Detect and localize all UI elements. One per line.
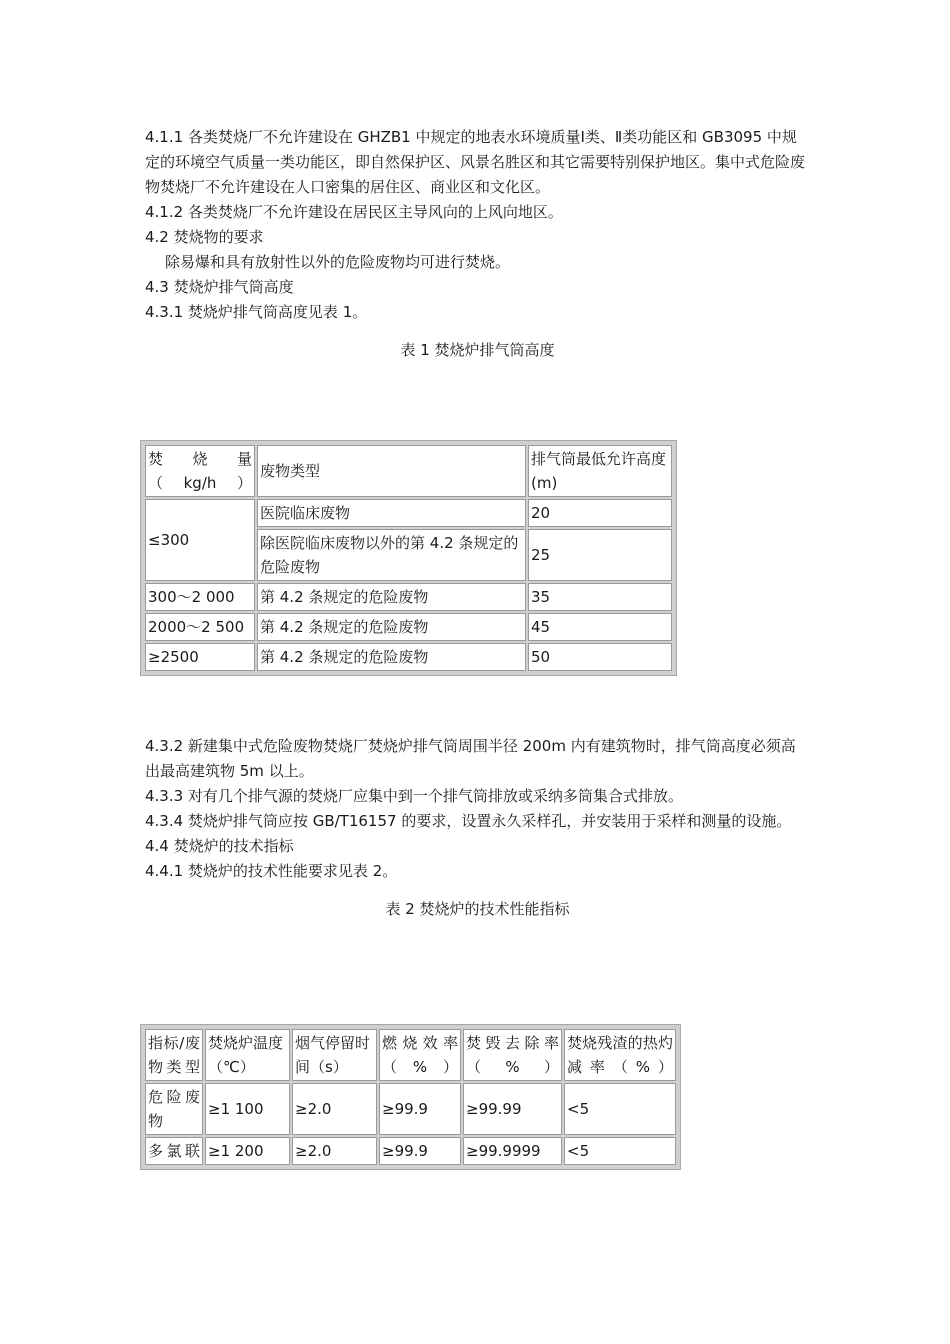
table-row: [145, 1083, 676, 1135]
table2-caption: 表 2 焚烧炉的技术性能指标: [385, 900, 570, 918]
table1-cell: 第 4.2 条规定的危险废物: [257, 643, 526, 671]
table1-cell: 第 4.2 条规定的危险废物: [257, 613, 526, 641]
table2-header-category: 指标/废物类型: [145, 1029, 203, 1081]
table2-header-combustion-efficiency: 燃烧效率（%）: [379, 1029, 461, 1081]
table1-cell: ≥2500: [145, 643, 255, 671]
table2-cell: ≥99.9: [379, 1083, 461, 1135]
table-row: [145, 1137, 676, 1165]
table2-cell: 危险废物: [145, 1083, 203, 1135]
paragraph-4-4-1: 4.4.1 焚烧炉的技术性能要求见表 2。: [145, 862, 398, 880]
table1-cell: 300～2 000: [145, 583, 255, 611]
section-top: [145, 125, 810, 363]
paragraph-4-3-1: 4.3.1 焚烧炉排气筒高度见表 1。: [145, 303, 368, 321]
table2-cell: ≥2.0: [292, 1137, 377, 1165]
table1-cell: 35: [528, 583, 672, 611]
table1-cell: 除医院临床废物以外的第 4.2 条规定的危险废物: [257, 529, 526, 581]
table-row: [145, 613, 672, 641]
table1: [140, 440, 677, 676]
table2-cell: <5: [564, 1137, 676, 1165]
table1-header-height: 排气筒最低允许高度(m): [528, 445, 672, 497]
heading-4-3: 4.3 焚烧炉排气筒高度: [145, 278, 294, 296]
table1-cell: 20: [528, 499, 672, 527]
table1-header-type: 废物类型: [257, 445, 526, 497]
heading-4-2: 4.2 焚烧物的要求: [145, 228, 264, 246]
table2-cell: ≥99.9999: [463, 1137, 562, 1165]
table-row: [145, 583, 672, 611]
table-row: [145, 643, 672, 671]
table2-header-temperature: 焚烧炉温度（℃）: [205, 1029, 290, 1081]
table2-cell: ≥1 100: [205, 1083, 290, 1135]
table2-cell: 多氯联: [145, 1137, 203, 1165]
table1-cell: ≤300: [145, 499, 255, 581]
table1-cell: 2000～2 500: [145, 613, 255, 641]
paragraph-4-3-3: 4.3.3 对有几个排气源的焚烧厂应集中到一个排气筒排放或采纳多筒集合式排放。: [145, 787, 683, 805]
table2-cell: ≥99.99: [463, 1083, 562, 1135]
table1-cell: 50: [528, 643, 672, 671]
section-mid: [145, 734, 810, 922]
heading-4-4: 4.4 焚烧炉的技术指标: [145, 837, 294, 855]
table2-header-destruction-rate: 焚毁去除率（%）: [463, 1029, 562, 1081]
table2-header-ignition-loss: 焚烧残渣的热灼减率（%）: [564, 1029, 676, 1081]
table1-cell: 25: [528, 529, 672, 581]
table1-cell: 45: [528, 613, 672, 641]
table1-header-row: [145, 445, 672, 497]
table1-header-amount: 焚 烧 量（kg/h）: [145, 445, 255, 497]
table1-cell: 医院临床废物: [257, 499, 526, 527]
table2-header-row: [145, 1029, 676, 1081]
paragraph-4-1-1: 4.1.1 各类焚烧厂不允许建设在 GHZB1 中规定的地表水环境质量Ⅰ类、Ⅱ类功能区和 GB3095 中规定的环境空气质量一类功能区，即自然保护区、风景名胜区和其它需要特别保护地区。集中式危险废物焚烧厂不允许建设在人口密集的居住区、商业区和文化区。: [145, 128, 806, 196]
paragraph-4-3-4: 4.3.4 焚烧炉排气筒应按 GB/T16157 的要求，设置永久采样孔，并安装用于采样和测量的设施。: [145, 812, 792, 830]
table1-caption: 表 1 焚烧炉排气筒高度: [400, 341, 555, 359]
paragraph-4-1-2: 4.1.2 各类焚烧厂不允许建设在居民区主导风向的上风向地区。: [145, 203, 563, 221]
table2-cell: ≥99.9: [379, 1137, 461, 1165]
table-row: [145, 499, 672, 527]
table1-cell: 第 4.2 条规定的危险废物: [257, 583, 526, 611]
table2-cell: <5: [564, 1083, 676, 1135]
table2-cell: ≥2.0: [292, 1083, 377, 1135]
table2-header-residence-time: 烟气停留时间（s）: [292, 1029, 377, 1081]
paragraph-4-3-2: 4.3.2 新建集中式危险废物焚烧厂焚烧炉排气筒周围半径 200m 内有建筑物时，排气筒高度必须高出最高建筑物 5m 以上。: [145, 737, 796, 780]
table2-cell: ≥1 200: [205, 1137, 290, 1165]
table2: [140, 1024, 681, 1170]
paragraph-4-2-body: 除易爆和具有放射性以外的危险废物均可进行焚烧。: [165, 253, 511, 271]
